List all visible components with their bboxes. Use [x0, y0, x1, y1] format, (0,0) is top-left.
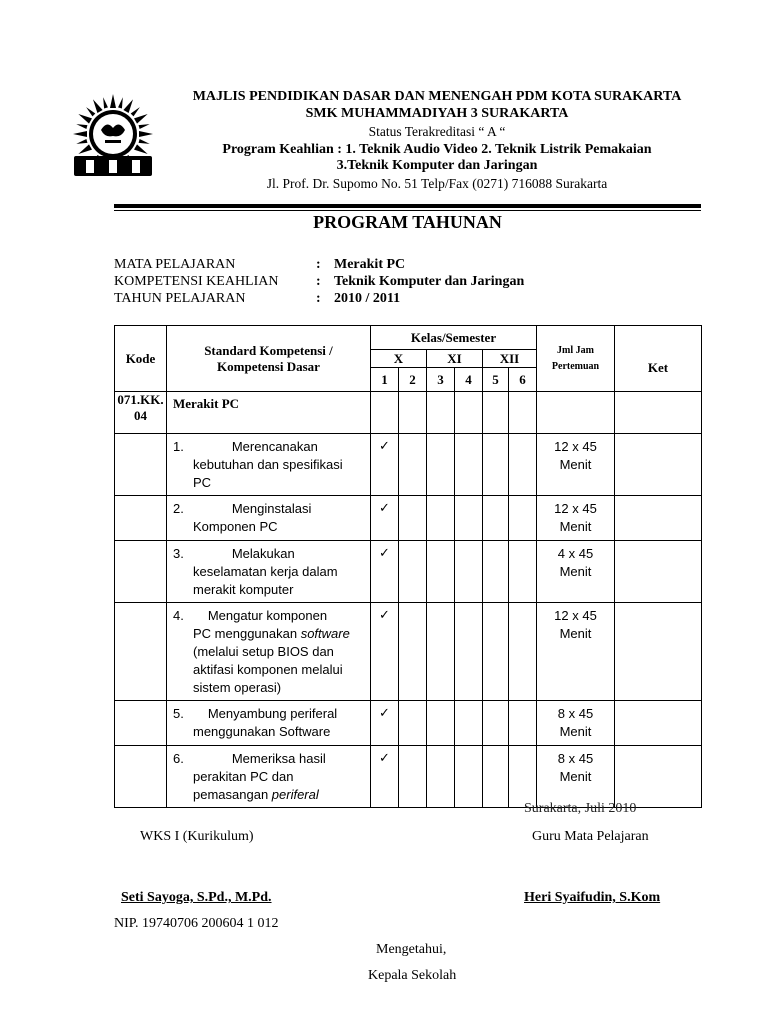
jam-line-2: Menit	[559, 769, 592, 784]
competency-text: keselamatan kerja dalam	[193, 564, 338, 579]
meta-label-mata-pelajaran: MATA PELAJARAN	[114, 257, 236, 272]
competency-4	[167, 603, 371, 701]
program-line-2: 3.Teknik Komputer dan Jaringan	[336, 158, 538, 173]
meta-value-kompetensi: Teknik Komputer dan Jaringan	[334, 274, 525, 289]
meta-colon: :	[316, 257, 321, 272]
check-icon: ✓	[371, 603, 399, 701]
unit-kode	[115, 392, 167, 434]
competency-text: (melalui setup BIOS dan	[193, 644, 334, 659]
header-jml-line-1: Jml Jam	[557, 344, 594, 356]
unit-kode-line-2: 04	[134, 408, 147, 423]
competency-text: perakitan PC dan	[193, 769, 294, 784]
header-kelas-semester: Kelas/Semester	[371, 326, 537, 350]
table-row	[115, 541, 702, 603]
header-kelas-xi: XI	[427, 350, 483, 368]
header-standard-line-1: Standard Kompetensi /	[204, 342, 333, 358]
header-rule-thick	[114, 204, 701, 208]
competency-6	[167, 746, 371, 808]
table-row	[115, 701, 702, 746]
competency-number: 1.	[173, 439, 184, 454]
table-row	[115, 603, 702, 701]
competency-text: menggunakan Software	[193, 724, 331, 739]
jam-line-2: Menit	[559, 457, 592, 472]
header-ket: Ket	[615, 326, 702, 392]
competency-text: Menginstalasi	[231, 501, 312, 516]
table-row-unit	[115, 392, 702, 434]
header-jml-jam	[537, 326, 615, 392]
header-semester-5: 5	[483, 368, 509, 392]
competency-number: 3.	[173, 546, 184, 561]
competency-number: 6.	[173, 751, 184, 766]
meta-label-tahun: TAHUN PELAJARAN	[114, 291, 246, 306]
header-kode: Kode	[115, 326, 167, 392]
jam-line-2: Menit	[559, 724, 592, 739]
left-nip: NIP. 19740706 200604 1 012	[114, 916, 279, 931]
header-semester-2: 2	[399, 368, 427, 392]
competency-number: 2.	[173, 501, 184, 516]
competency-1	[167, 434, 371, 496]
jam-line-1: 8 x 45	[557, 751, 594, 766]
table-row	[115, 746, 702, 808]
jam-line-1: 8 x 45	[557, 706, 594, 721]
meta-value-mata-pelajaran: Merakit PC	[334, 257, 406, 272]
check-icon: ✓	[371, 496, 399, 541]
jam-line-2: Menit	[559, 519, 592, 534]
meta-colon: :	[316, 274, 321, 289]
competency-text: pemasangan	[193, 787, 272, 802]
document-title: PROGRAM TAHUNAN	[313, 212, 502, 232]
kepala-sekolah-label: Kepala Sekolah	[368, 968, 457, 983]
address: Jl. Prof. Dr. Supomo No. 51 Telp/Fax (0271) 716088 Surakarta	[266, 176, 608, 191]
left-role: WKS I (Kurikulum)	[140, 829, 254, 844]
program-line-1: Program Keahlian : 1. Teknik Audio Video 2. Teknik Listrik Pemakaian	[222, 142, 652, 157]
header-semester-6: 6	[509, 368, 537, 392]
competency-text: Menyambung periferal	[207, 706, 338, 721]
meta-label-kompetensi: KOMPETENSI KEAHLIAN	[114, 274, 279, 289]
header-kelas-xii: XII	[483, 350, 537, 368]
header-semester-4: 4	[455, 368, 483, 392]
check-icon: ✓	[371, 541, 399, 603]
jam-pertemuan	[537, 746, 615, 808]
left-signatory-name: Seti Sayoga, S.Pd., M.Pd.	[121, 890, 272, 905]
jam-line-1: 12 x 45	[554, 608, 597, 623]
program-table	[114, 325, 702, 808]
jam-pertemuan	[537, 701, 615, 746]
competency-3	[167, 541, 371, 603]
competency-text: sistem operasi)	[193, 680, 282, 695]
accreditation-status: Status Terakreditasi “ A “	[368, 124, 506, 139]
competency-text: Memeriksa hasil	[231, 751, 326, 766]
competency-text: Mengatur komponen	[207, 608, 328, 623]
competency-text: kebutuhan dan spesifikasi	[193, 457, 343, 472]
table-row	[115, 434, 702, 496]
jam-line-2: Menit	[559, 626, 592, 641]
org-line-1: MAJLIS PENDIDIKAN DASAR DAN MENENGAH PDM KOTA SURAKARTA	[192, 89, 682, 104]
meta-value-tahun: 2010 / 2011	[334, 291, 401, 306]
jam-pertemuan	[537, 541, 615, 603]
jam-line-1: 12 x 45	[554, 501, 597, 516]
competency-text: Merencanakan	[231, 439, 318, 454]
competency-number: 4.	[173, 608, 184, 623]
jam-line-2: Menit	[559, 564, 592, 579]
competency-text: PC	[193, 475, 212, 490]
competency-text: merakit komputer	[193, 582, 294, 597]
header-jml-line-2: Pertemuan	[551, 360, 600, 372]
check-icon: ✓	[371, 701, 399, 746]
competency-number: 5.	[173, 706, 184, 721]
jam-pertemuan	[537, 496, 615, 541]
competency-5	[167, 701, 371, 746]
check-icon: ✓	[371, 746, 399, 808]
competency-text: Komponen PC	[193, 519, 278, 534]
competency-text: PC menggunakan	[193, 626, 301, 641]
jam-line-1: 4 x 45	[557, 546, 594, 561]
table-row	[115, 496, 702, 541]
competency-text: Melakukan	[231, 546, 295, 561]
competency-text-italic: periferal	[271, 787, 319, 802]
header-semester-1: 1	[371, 368, 399, 392]
unit-kode-line-1: 071.KK.	[117, 392, 164, 407]
competency-2	[167, 496, 371, 541]
jam-pertemuan	[537, 434, 615, 496]
place-date: Surakarta, Juli 2010	[524, 801, 637, 816]
meta-colon: :	[316, 291, 321, 306]
unit-title: Merakit PC	[167, 392, 371, 434]
header-semester-3: 3	[427, 368, 455, 392]
header-rule-thin	[114, 210, 701, 211]
jam-pertemuan	[537, 603, 615, 701]
mengetahui-label: Mengetahui,	[376, 942, 447, 957]
header-standard-line-2: Kompetensi Dasar	[217, 358, 320, 374]
right-role: Guru Mata Pelajaran	[532, 829, 649, 844]
check-icon: ✓	[371, 434, 399, 496]
org-line-2: SMK MUHAMMADIYAH 3 SURAKARTA	[305, 106, 569, 121]
header-kelas-x: X	[371, 350, 427, 368]
competency-text: aktifasi komponen melalui	[193, 662, 343, 677]
header-standard	[167, 326, 371, 392]
competency-text-italic: software	[300, 626, 350, 641]
right-signatory-name: Heri Syaifudin, S.Kom	[524, 890, 661, 905]
jam-line-1: 12 x 45	[554, 439, 597, 454]
